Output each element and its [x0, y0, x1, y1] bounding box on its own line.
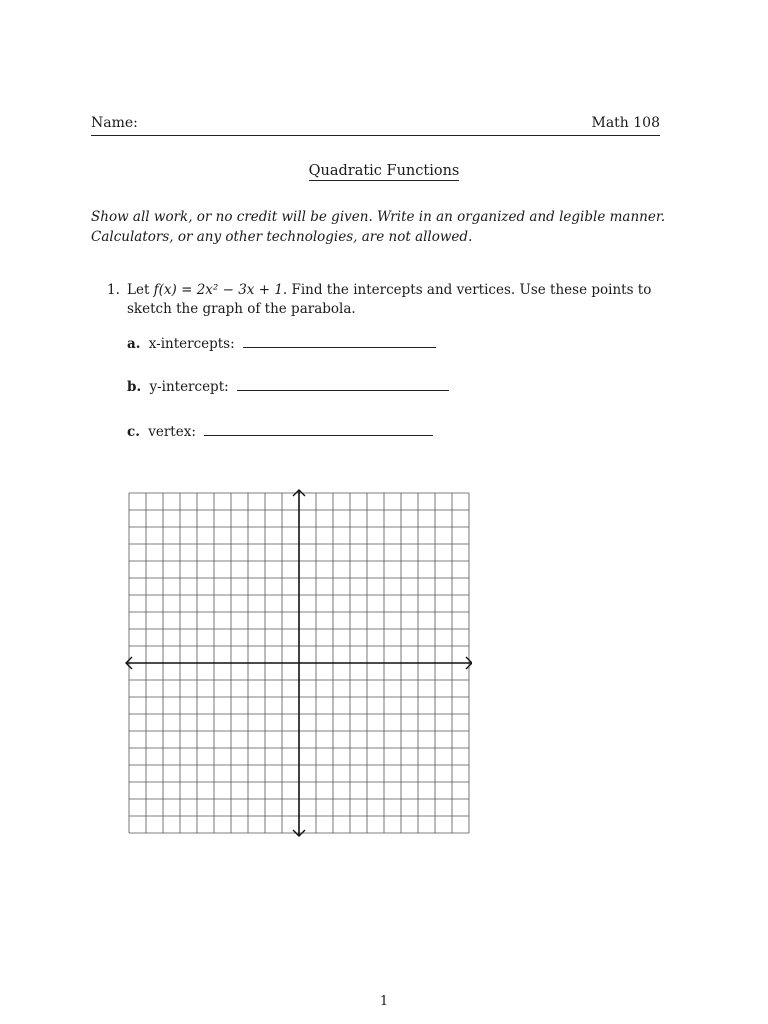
part-a-label: x-intercepts: [148, 336, 235, 352]
problem-1 [107, 281, 667, 319]
part-c-label: vertex: [148, 424, 196, 440]
page-title [0, 163, 768, 179]
course-label: Math 108 [591, 115, 660, 131]
part-b-answer-blank[interactable] [237, 378, 449, 391]
graph-grid[interactable] [124, 488, 472, 848]
problem-function: f(x) = 2x² − 3x + 1 [153, 282, 283, 298]
part-c-letter: c. [127, 424, 140, 440]
problem-text-post: . Find the intercepts and vertices. Use these points to sketch the graph of the parabola. [127, 282, 652, 317]
page-number: 1 [379, 994, 389, 1009]
part-c [127, 423, 433, 440]
graph-paper[interactable] [124, 488, 472, 848]
part-a-letter: a. [127, 336, 141, 352]
name-label: Name: [91, 115, 138, 131]
title-text: Quadratic Functions [308, 163, 460, 179]
part-a-answer-blank[interactable] [243, 335, 436, 348]
part-c-answer-blank[interactable] [204, 423, 433, 436]
instructions [91, 207, 671, 247]
page-header [91, 113, 660, 136]
part-a [127, 335, 436, 352]
part-b-label: y-intercept: [149, 379, 229, 395]
problem-number: 1. [107, 282, 120, 298]
part-b [127, 378, 449, 395]
part-b-letter: b. [127, 379, 142, 395]
problem-text-pre: Let [127, 282, 154, 298]
instructions-line-2: Calculators, or any other technologies, are not allowed. [91, 229, 473, 245]
instructions-line-1: Show all work, or no credit will be given. Write in an organized and legible manner. [91, 209, 666, 225]
problem-text [127, 281, 667, 319]
